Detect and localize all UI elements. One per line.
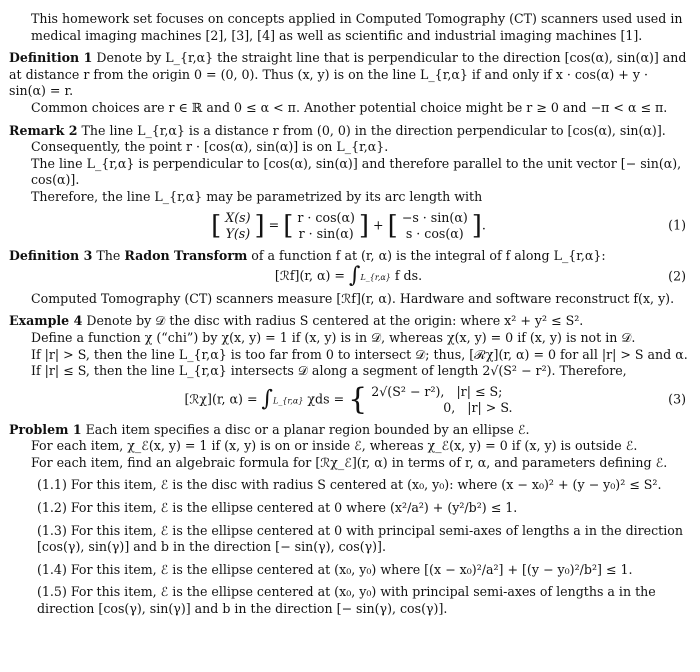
eq1-mid-top: r · cos(α) (297, 209, 355, 225)
eq3-case2-cond: |r| > S. (467, 399, 513, 415)
remark-2-line1: The line L_{r,α} is a distance r from (0, 0) in the direction perpendicular to [cos(α), sin(α)]. (81, 122, 666, 138)
eq3-case2-value: 0, (443, 399, 456, 415)
eq2-integral-sub: L_{r,α} (360, 273, 391, 283)
intro-paragraph: This homework set focuses on concepts applied in Computed Tomography (CT) scanners used used in medical imaging machines [2], [3], [4] as well as scientific and industrial imaging machines [1]. (31, 11, 683, 43)
problem-item-1-3: (1.3) For this item, ℰ is the ellipse centered at 0 with principal semi-axes of lengths a in the direction [cos(γ), sin(γ)] and b in the direction [− sin(γ), cos(γ)]. (37, 522, 683, 555)
equation-1-number: (1) (668, 217, 686, 233)
definition-1 (9, 50, 688, 116)
problem-1-line3: For each item, find an algebraic formula for [ℛχ_ℰ](r, α) in terms of r, α, and parameters defining ℰ. (31, 454, 668, 470)
definition-1-label: Definition 1 (9, 50, 93, 66)
remark-2-line3: The line L_{r,α} is perpendicular to [cos(α), sin(α)] and therefore parallel to the unit vector [− sin(α), cos(α)]. (31, 155, 682, 188)
eq2-integral-sign: ∫ (349, 263, 361, 289)
eq1-lhs-top: X(s) (225, 209, 251, 225)
definition-1-text: Denote by L_{r,α} the straight line that is perpendicular to the direction [cos(α), sin(α)] and at distance r from the origin 0 = (0, 0). Thus (x, y) is on the line L_{r,α} if and only if x · cos(α) + y · sin(α) = r. (9, 50, 687, 99)
example-4 (9, 313, 688, 415)
eq1-lhs-bot: Y(s) (225, 225, 251, 241)
remark-2-line4: Therefore, the line L_{r,α} may be parametrized by its arc length with (31, 188, 483, 204)
problem-item-1-1: (1.1) For this item, ℰ is the disc with radius S centered at (x₀, y₀): where (x − x₀)² + (y − y₀)² ≤ S². (37, 477, 662, 493)
problem-1-line2: For each item, χ_ℰ(x, y) = 1 if (x, y) is on or inside ℰ, whereas χ_ℰ(x, y) = 0 if (x, y) is outside ℰ. (31, 438, 638, 454)
example-4-line4: If |r| ≤ S, then the line L_{r,α} intersects 𝒟 along a segment of length 2√(S² − r²). Therefore, (31, 363, 627, 379)
eq2-rhs: f ds. (394, 268, 423, 284)
example-4-line2: Define a function χ (“chi”) by χ(x, y) = 1 if (x, y) is in 𝒟, whereas χ(x, y) = 0 if (x, y) is not in 𝒟. (31, 329, 636, 345)
problem-1-line1: Each item specifies a disc or a planar region bounded by an ellipse ℰ. (85, 421, 530, 437)
equation-1: [ X(s) Y(s) ] = [ r · cos(α) r · sin(α) ] + [ −s · sin(α) s · cos(α) ]. (1) (211, 209, 686, 241)
eq3-case1-cond: |r| ≤ S; (456, 383, 503, 399)
definition-3-after: Computed Tomography (CT) scanners measure [ℛf](r, α). Hardware and software reconstruct f(x, y). (31, 290, 675, 306)
definition-3 (9, 248, 688, 308)
problem-1-items (9, 477, 688, 617)
remark-2 (9, 123, 688, 242)
equation-3: [ℛχ](r, α) = ∫L_{r,α} χds = { 2√(S² − r²), |r| ≤ S; 0, |r| > S. (3) (184, 381, 686, 417)
example-4-line1: Denote by 𝒟 the disc with radius S centered at the origin: where x² + y² ≤ S². (86, 313, 584, 329)
problem-1-label: Problem 1 (9, 421, 82, 437)
eq3-cases (371, 384, 512, 416)
definition-3-post: of a function f at (r, α) is the integral of f along L_{r,α}: (251, 247, 606, 263)
definition-3-term: Radon Transform (124, 247, 248, 263)
eq3-case1-value: 2√(S² − r²), (371, 383, 445, 399)
definition-1-line2: Common choices are r ∈ ℝ and 0 ≤ α < π. Another potential choice might be r ≥ 0 and −π < α ≤ π. (31, 99, 668, 115)
eq3-integral-sign: ∫ (261, 386, 273, 412)
remark-2-line2: Consequently, the point r · [cos(α), sin(α)] is on L_{r,α}. (31, 139, 389, 155)
remark-2-label: Remark 2 (9, 122, 78, 138)
eq1-rhs-bot: s · cos(α) (405, 225, 464, 241)
eq3-integral-sub: L_{r,α} (273, 396, 304, 406)
eq2-lhs: [ℛf](r, α) = (274, 268, 345, 284)
problem-1 (9, 422, 688, 618)
problem-item-1-5: (1.5) For this item, ℰ is the ellipse centered at (x₀, y₀) with principal semi-axes of lengths a in the direction [cos(γ), sin(γ)] and b in the direction [− sin(γ), cos(γ)]. (37, 584, 656, 617)
equation-2 (9, 263, 688, 289)
equation-2-number: (2) (668, 269, 686, 285)
eq3-mid: χds = (307, 391, 345, 407)
definition-3-label: Definition 3 (9, 247, 93, 263)
equation-3-number: (3) (668, 391, 686, 407)
eq3-lhs: [ℛχ](r, α) = (184, 391, 258, 407)
eq1-mid-bot: r · sin(α) (298, 225, 354, 241)
problem-item-1-2: (1.2) For this item, ℰ is the ellipse centered at 0 where (x²/a²) + (y²/b²) ≤ 1. (37, 500, 518, 516)
problem-item-1-4: (1.4) For this item, ℰ is the ellipse centered at (x₀, y₀) where [(x − x₀)²/a²] + [(y − y₀)²/b²] ≤ 1. (37, 561, 633, 577)
example-4-label: Example 4 (9, 313, 83, 329)
eq1-rhs-top: −s · sin(α) (401, 209, 468, 225)
definition-3-pre: The (96, 247, 121, 263)
example-4-line3: If |r| > S, then the line L_{r,α} is too far from 0 to intersect 𝒟; thus, [ℛχ](r, α) = 0 for all |r| > S and α. (31, 346, 688, 362)
